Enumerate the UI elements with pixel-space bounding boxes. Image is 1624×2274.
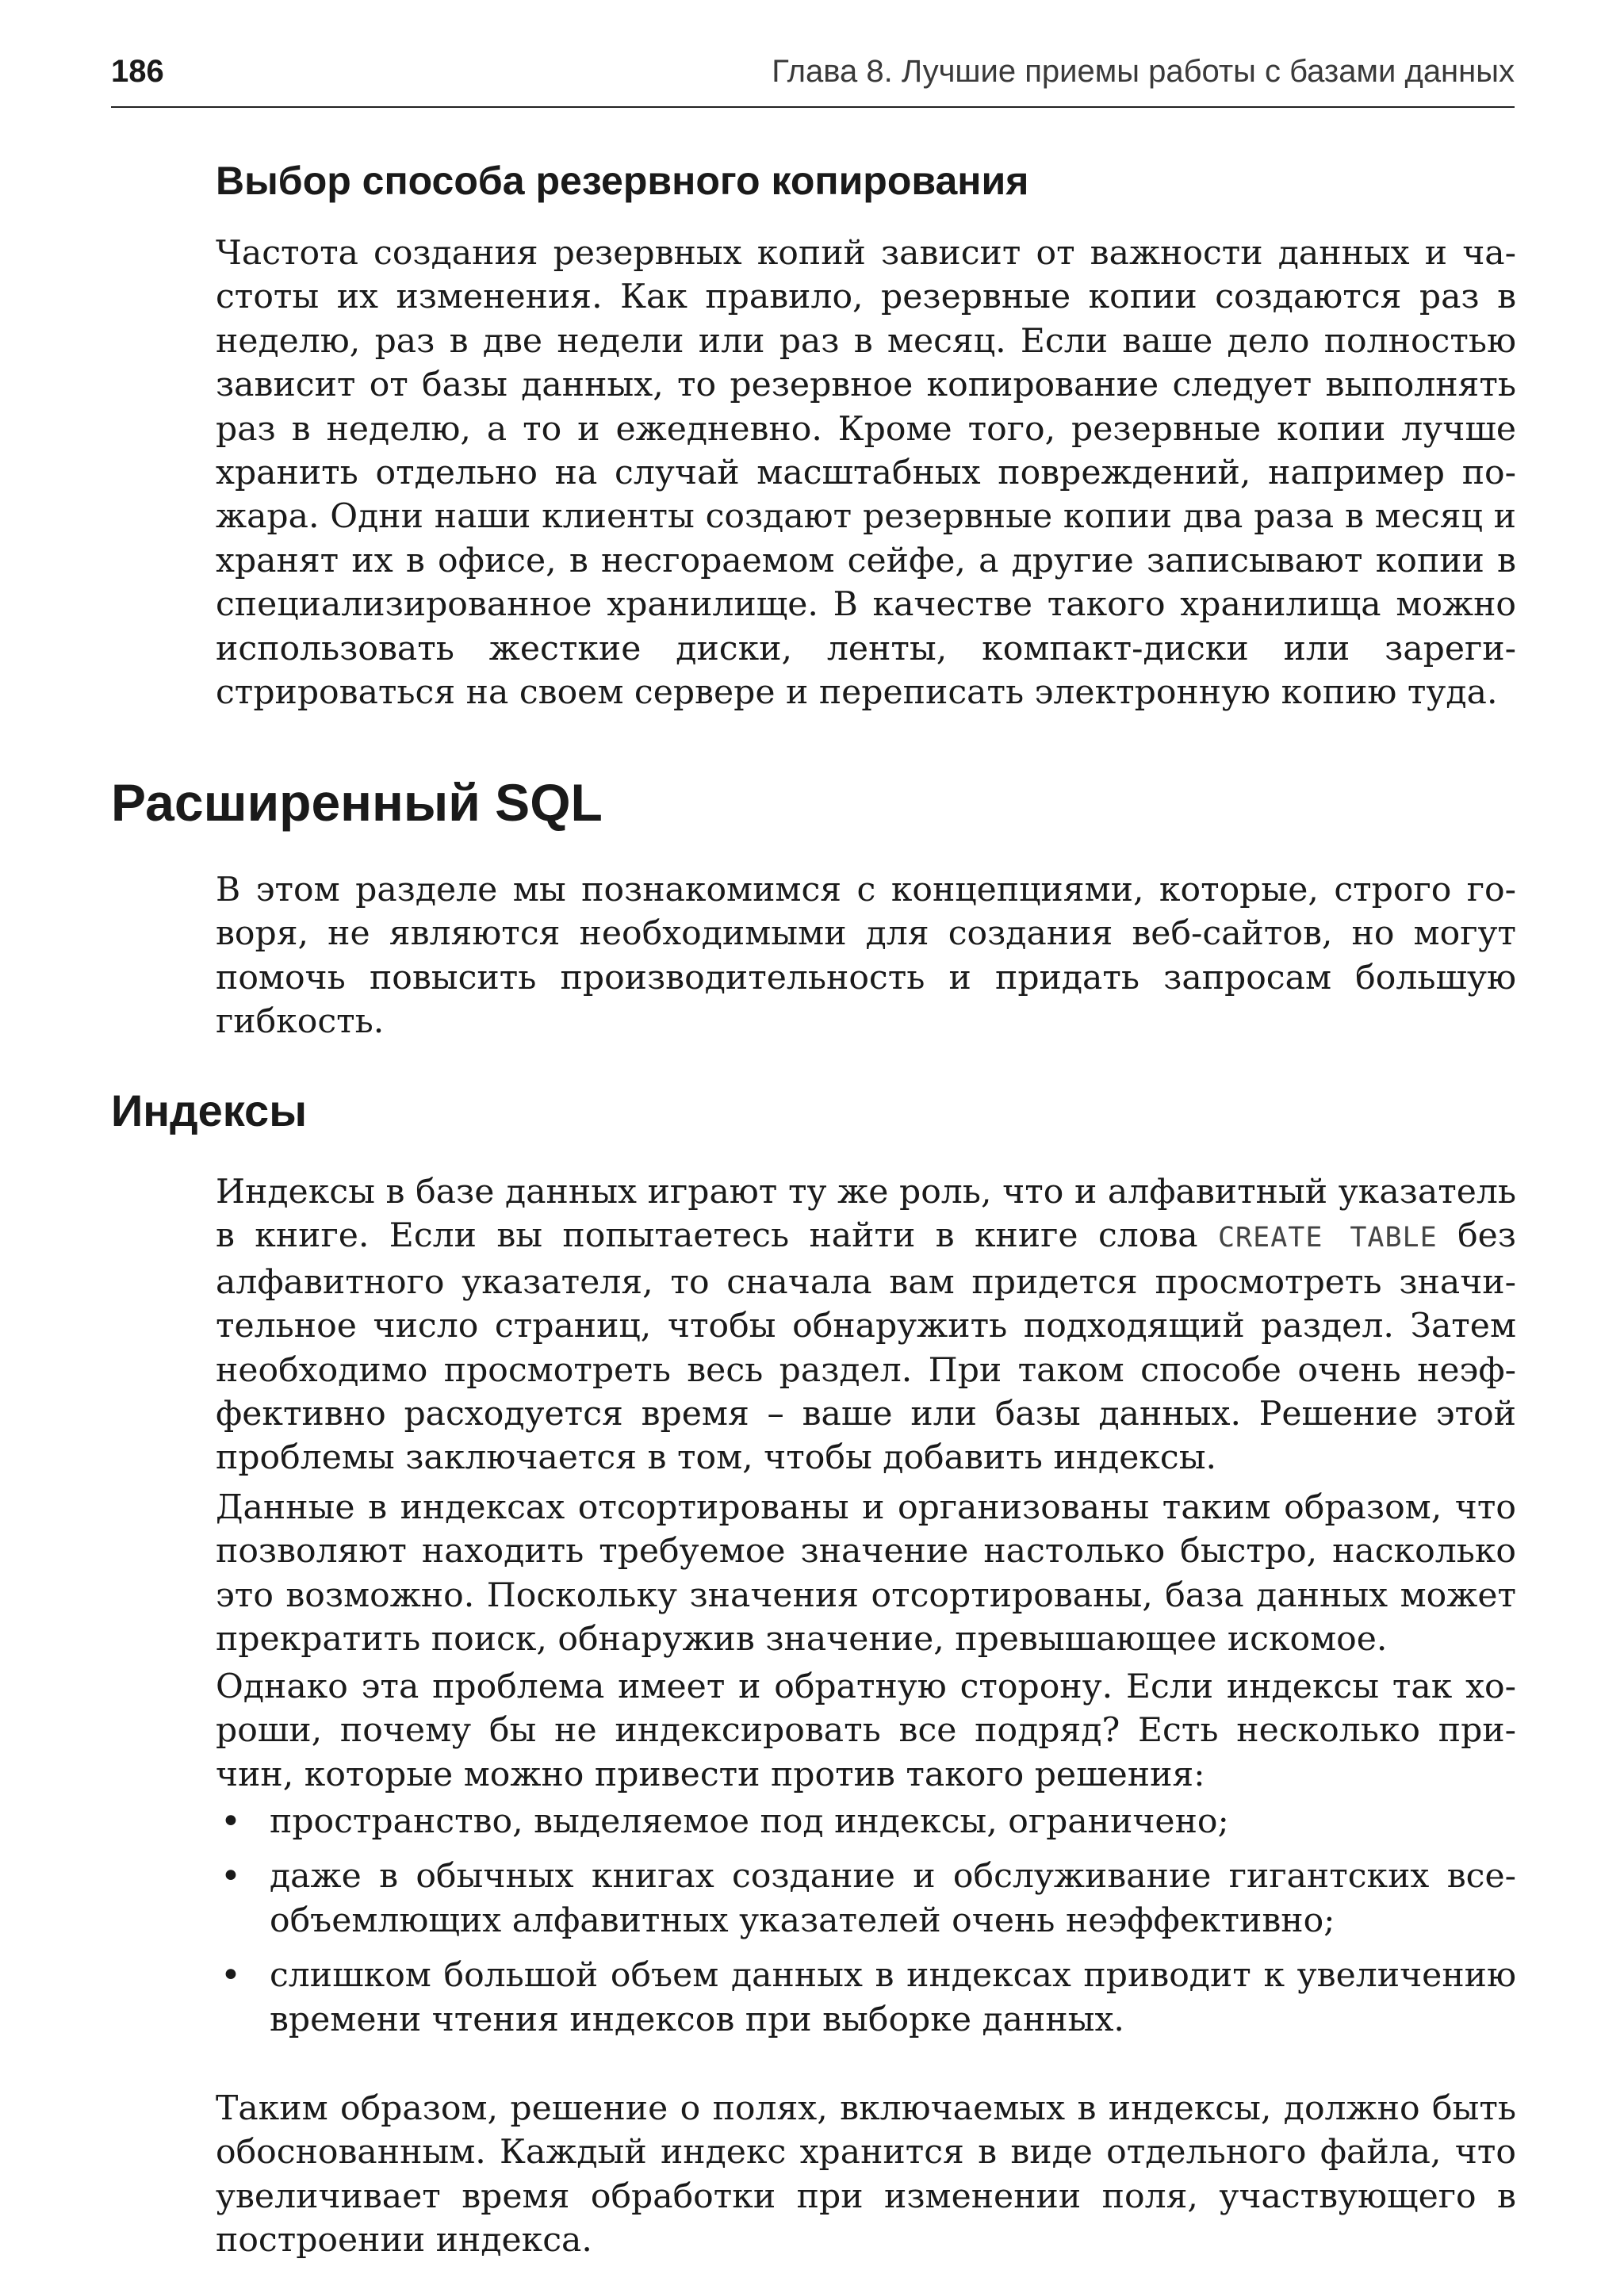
indexes-paragraph-4: Таким образом, решение о полях, включаемых в индексы, должно быть обоснованным. Каждый индекс хранится в виде отдельного файла, что увеличивает время обработки при изменении поля, участвующего в построении индекса. bbox=[216, 2089, 1516, 2261]
running-head bbox=[111, 48, 1515, 95]
indexes-paragraph-1-text-a: Индексы в базе данных играют ту же роль, что и алфавитный указатель в книге. Если вы попытаетесь найти в книге слова bbox=[216, 1173, 1516, 1256]
indexes-heading: Индексы bbox=[111, 1085, 308, 1135]
chapter-title: Глава 8. Лучшие приемы работы с базами данных bbox=[772, 54, 1515, 89]
bullet-marker: • bbox=[220, 1856, 241, 1897]
bullet-marker: • bbox=[220, 1801, 241, 1842]
bullet-marker: • bbox=[220, 1955, 241, 1996]
list-item bbox=[216, 1855, 1516, 1943]
code-create-table: CREATE TABLE bbox=[1217, 1222, 1438, 1254]
header-rule bbox=[111, 106, 1515, 108]
backup-section-heading: Выбор способа резервного копирования bbox=[216, 159, 1029, 203]
indexes-paragraph-1 bbox=[216, 1170, 1516, 1480]
advanced-sql-heading: Расширенный SQL bbox=[111, 773, 603, 832]
indexes-paragraph-2: Данные в индексах отсортированы и организованы таким образом, что позволяют находить требуемое значение настолько быстро, насколько это возможно. Поскольку значения отсортированы, база данных может прекратить поиск, обнаружив значение, превышающее искомое. bbox=[216, 1488, 1516, 1660]
list-item bbox=[216, 1954, 1516, 2042]
reasons-list bbox=[216, 1800, 1516, 2053]
indexes-paragraph-3: Однако эта проблема имеет и обратную сторону. Если индексы так хороши, почему бы не индексировать все подряд? Есть несколько причин, которые можно привести против такого решения: bbox=[216, 1667, 1516, 1794]
list-item-text: даже в обычных книгах создание и обслуживание гигантских всеобъемлющих алфавитных указателей очень неэффективно; bbox=[270, 1857, 1516, 1940]
backup-paragraph: Частота создания резервных копий зависит от важности данных и частоты их изменения. Как правило, резервные копии создаются раз в неделю, раз в две недели или раз в месяц. Если ваше дело полностью зависит от базы данных, то резервное копирование следует выполнять раз в неделю, а то и ежедневно. Кроме того, резервные копии лучше хранить отдельно на случай масштабных повреждений, например пожара. Одни наши клиенты создают резервные копии два раза в месяц и хранят их в офисе, в несгораемом сейфе, а другие записывают копии в специализированное хранилище. В качестве такого хранилища можно использовать жесткие диски, ленты, компакт-диски или зарегистрироваться на своем сервере и переписать электронную копию туда. bbox=[216, 234, 1516, 713]
page-number: 186 bbox=[111, 54, 164, 89]
list-item-text: слишком большой объем данных в индексах приводит к увеличению времени чтения индексов при выборке данных. bbox=[270, 1956, 1516, 2039]
list-item bbox=[216, 1800, 1516, 1843]
list-item-text: пространство, выделяемое под индексы, ограничено; bbox=[270, 1802, 1229, 1841]
indexes-paragraph-1-text-b: без алфавитного указателя, то сначала вам придется просмотреть значительное число страниц, чтобы обнаружить подходящий раздел. Затем необходимо просмотреть весь раздел. При таком способе очень неэффективно расходуется время – ваше или базы данных. Решение этой проблемы заключается в том, чтобы добавить индексы. bbox=[216, 1216, 1516, 1478]
advanced-sql-paragraph: В этом разделе мы познакомимся с концепциями, которые, строго говоря, не являются необходимыми для создания веб-сайтов, но могут помочь повысить производительность и придать запросам большую гибкость. bbox=[216, 871, 1516, 1042]
